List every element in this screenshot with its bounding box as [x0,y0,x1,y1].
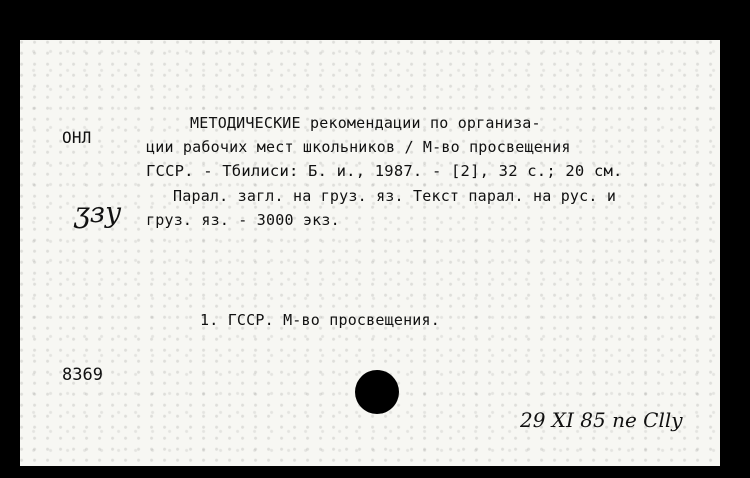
ink-dot [355,370,399,414]
subject-entry: 1. ГССР. М-во просвещения. [200,311,440,329]
note-line-1: Парал. загл. на груз. яз. Текст парал. на рус. и [173,187,617,205]
note-line-2: груз. яз. - 3000 экз. [146,211,340,229]
title-line-2: ции рабочих мест школьников / М-во просвещения [146,138,571,156]
title-line-3: ГССР. - Тбилиси: Б. и., 1987. - [2], 32 с.; 20 см. [146,162,623,180]
shelf-code: ОНЛ [62,128,92,147]
handwritten-signature: 29 XI 85 ne Clly [520,408,683,432]
title-line-1: МЕТОДИЧЕСКИЕ рекомендации по организа- [190,114,541,132]
card-number: 8369 [62,365,103,385]
handwritten-mark: ӡзу [74,196,122,229]
